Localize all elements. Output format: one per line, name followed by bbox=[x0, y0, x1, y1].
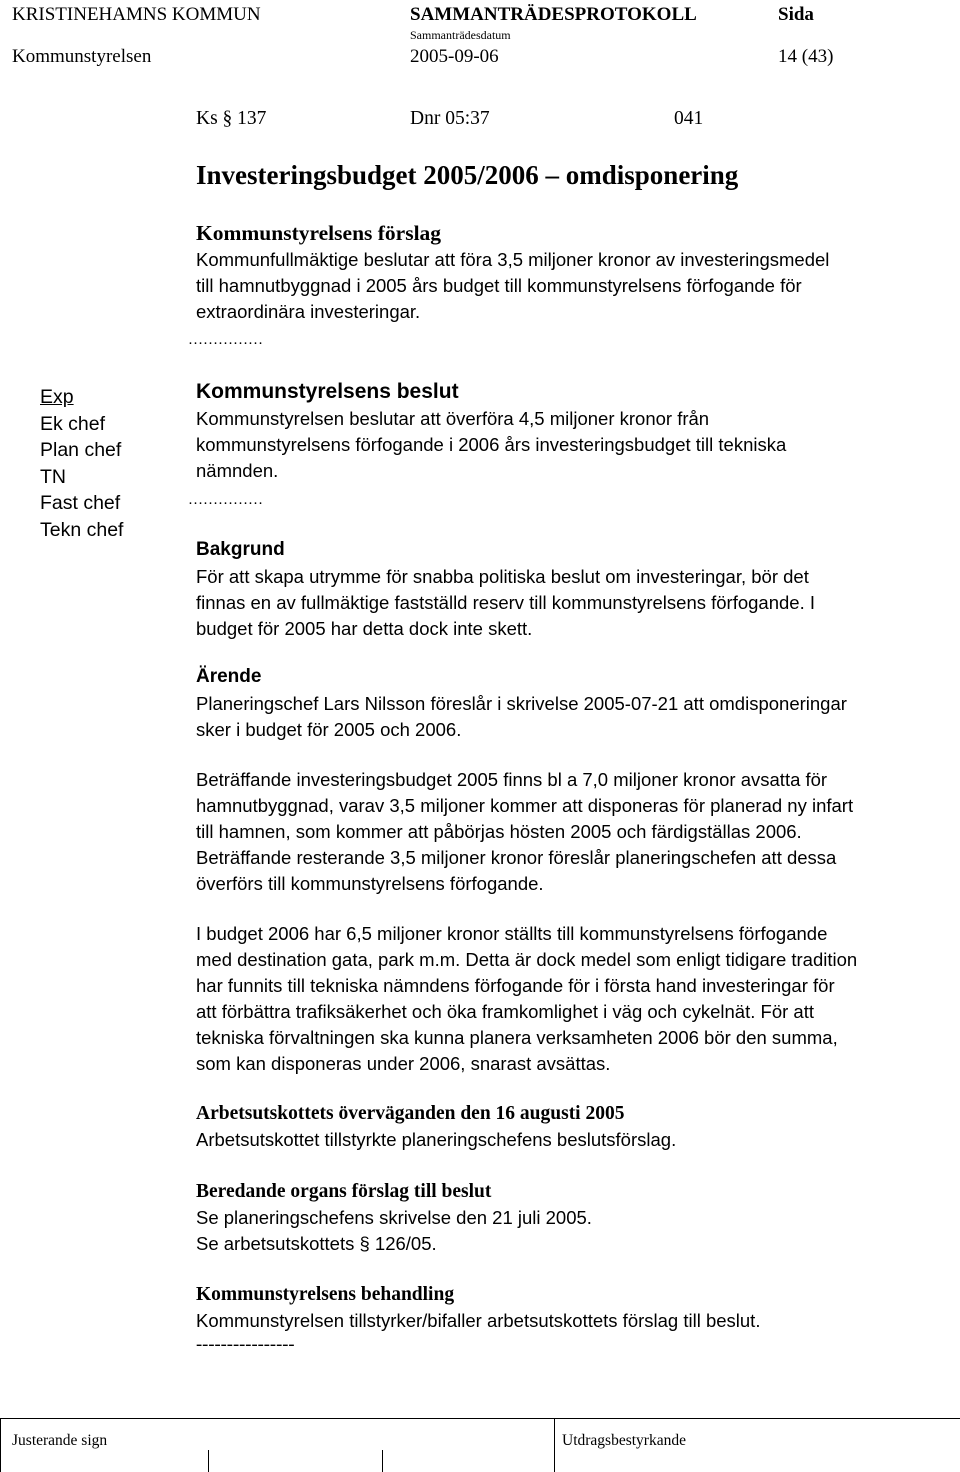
arende-paragraph-2 bbox=[196, 767, 926, 897]
page-title: Investeringsbudget 2005/2006 – omdisponering bbox=[196, 160, 739, 190]
beredande-heading: Beredande organs förslag till beslut bbox=[196, 1181, 492, 1202]
arende-paragraph-3 bbox=[196, 921, 926, 1077]
arende-p2-line: Beträffande investeringsbudget 2005 finns bl a 7,0 miljoner kronor avsatta för bbox=[196, 769, 828, 790]
page-number: 14 (43) bbox=[778, 46, 834, 67]
distribution-item: TN bbox=[40, 465, 66, 488]
distribution-exp: Exp bbox=[40, 386, 74, 408]
beslut-dots: …………… bbox=[188, 492, 263, 508]
meeting-date-label: Sammanträdesdatum bbox=[410, 28, 511, 42]
bakgrund-heading: Bakgrund bbox=[196, 539, 285, 560]
signature-box-border bbox=[208, 1450, 209, 1472]
au-text: Arbetsutskottet tillstyrkte planeringschefens beslutsförslag. bbox=[196, 1129, 677, 1150]
meeting-date: 2005-09-06 bbox=[410, 46, 499, 67]
arende-p3-line: att förbättra trafiksäkerhet och öka framkomlighet i väg och cykelnät. För att bbox=[196, 1001, 814, 1022]
forslag-line: till hamnutbyggnad i 2005 års budget till kommunstyrelsens förfogande för bbox=[196, 275, 802, 296]
document-type: SAMMANTRÄDESPROTOKOLL bbox=[410, 4, 697, 25]
arende-p2-line: till hamnen, som kommer att påbörjas hösten 2005 och färdigställas 2006. bbox=[196, 821, 802, 842]
case-section: Ks § 137 bbox=[196, 108, 267, 129]
arende-p3-line: tekniska förvaltningen ska kunna planera verksamheten 2006 bör den summa, bbox=[196, 1027, 838, 1048]
bakgrund-section bbox=[196, 536, 926, 642]
behandling-section bbox=[196, 1282, 926, 1356]
arende-p2-line: överförs till kommunstyrelsens förfogande. bbox=[196, 873, 544, 894]
beslut-section bbox=[196, 378, 926, 484]
arende-p2-line: hamnutbyggnad, varav 3,5 miljoner kommer att disponeras för planerad ny infart bbox=[196, 795, 854, 816]
au-heading: Arbetsutskottets överväganden den 16 augusti 2005 bbox=[196, 1103, 625, 1124]
distribution-list bbox=[40, 384, 123, 543]
bakgrund-line: budget för 2005 har detta dock inte skett. bbox=[196, 618, 533, 639]
arende-p3-line: som kan disponeras under 2006, snarast avsättas. bbox=[196, 1053, 611, 1074]
arende-p3-line: med destination gata, park m.m. Detta är dock medel som enligt tidigare tradition bbox=[196, 949, 858, 970]
beslut-line: kommunstyrelsens förfogande i 2006 års investeringsbudget till tekniska bbox=[196, 434, 787, 455]
signature-box-border bbox=[554, 1418, 555, 1472]
beredande-line: Se arbetsutskottets § 126/05. bbox=[196, 1233, 437, 1254]
arende-p3-line: har funnits till tekniska nämndens förfogande för i första hand investeringar för bbox=[196, 975, 835, 996]
behandling-dashes: ---------------- bbox=[196, 1335, 295, 1355]
arende-p2-line: Beträffande resterande 3,5 miljoner kronor föreslår planeringschefen att dessa bbox=[196, 847, 837, 868]
organization-name: KRISTINEHAMNS KOMMUN bbox=[12, 4, 261, 25]
signature-box-border bbox=[382, 1450, 383, 1472]
justerande-sign-label: Justerande sign bbox=[12, 1432, 108, 1449]
behandling-text: Kommunstyrelsen tillstyrker/bifaller arbetsutskottets förslag till beslut. bbox=[196, 1310, 761, 1331]
forslag-line: Kommunfullmäktige beslutar att föra 3,5 miljoner kronor av investeringsmedel bbox=[196, 249, 830, 270]
distribution-item: Ek chef bbox=[40, 412, 106, 435]
beredande-line: Se planeringschefens skrivelse den 21 juli 2005. bbox=[196, 1207, 592, 1228]
bakgrund-line: finnas en av fullmäktige fastställd reserv till kommunstyrelsens förfogande. I bbox=[196, 592, 816, 613]
forslag-line: extraordinära investeringar. bbox=[196, 301, 421, 322]
body-name: Kommunstyrelsen bbox=[12, 46, 152, 67]
arende-heading: Ärende bbox=[196, 666, 262, 687]
case-code: 041 bbox=[674, 108, 704, 129]
forslag-dots: …………… bbox=[188, 332, 263, 348]
utdragsbestyrkande-label: Utdragsbestyrkande bbox=[562, 1432, 686, 1449]
forslag-section bbox=[196, 219, 926, 325]
arende-p3-line: I budget 2006 har 6,5 miljoner kronor ställts till kommunstyrelsens förfogande bbox=[196, 923, 828, 944]
page-label: Sida bbox=[778, 4, 814, 25]
beslut-heading: Kommunstyrelsens beslut bbox=[196, 380, 459, 403]
distribution-item: Fast chef bbox=[40, 492, 121, 514]
case-dnr: Dnr 05:37 bbox=[410, 108, 490, 129]
distribution-item: Plan chef bbox=[40, 439, 122, 461]
au-section bbox=[196, 1101, 926, 1153]
signature-box-border bbox=[0, 1418, 1, 1472]
beslut-line: Kommunstyrelsen beslutar att överföra 4,5 miljoner kronor från bbox=[196, 408, 710, 429]
distribution-item: Tekn chef bbox=[40, 518, 124, 541]
arende-section bbox=[196, 663, 926, 743]
footer-divider bbox=[0, 1418, 960, 1419]
beslut-line: nämnden. bbox=[196, 460, 279, 481]
behandling-heading: Kommunstyrelsens behandling bbox=[196, 1284, 455, 1305]
arende-p1-line: sker i budget för 2005 och 2006. bbox=[196, 719, 462, 740]
beredande-section bbox=[196, 1179, 926, 1257]
forslag-heading: Kommunstyrelsens förslag bbox=[196, 221, 442, 245]
bakgrund-line: För att skapa utrymme för snabba politiska beslut om investeringar, bör det bbox=[196, 566, 809, 587]
arende-p1-line: Planeringschef Lars Nilsson föreslår i skrivelse 2005-07-21 att omdisponeringar bbox=[196, 693, 847, 714]
